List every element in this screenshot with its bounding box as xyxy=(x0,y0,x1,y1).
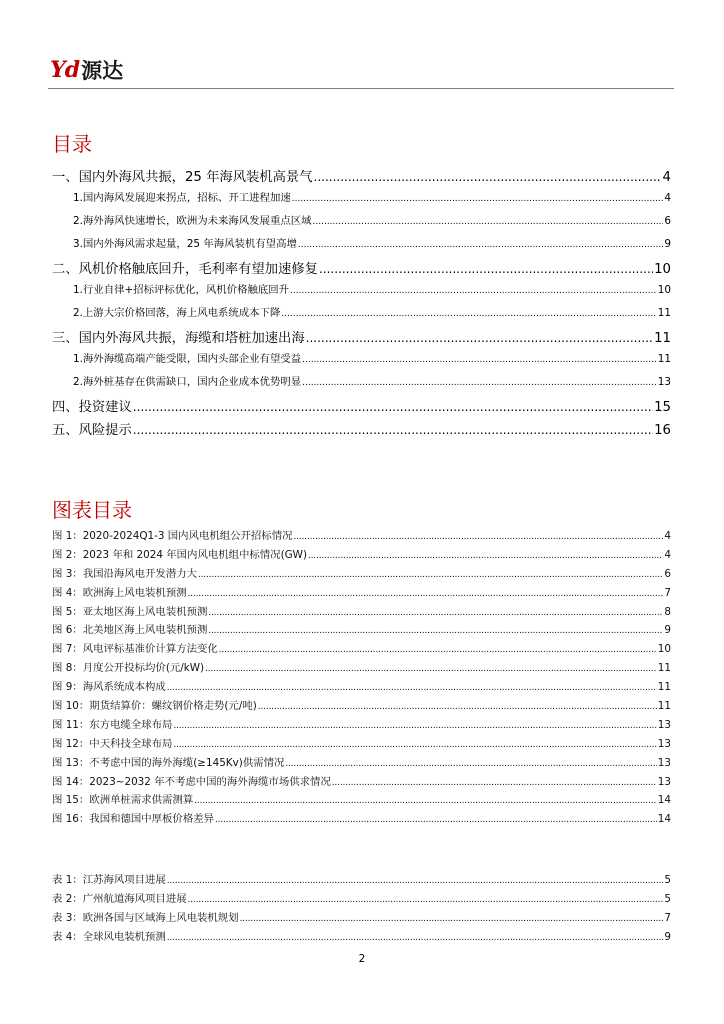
figure-entry-page: 10 xyxy=(657,643,671,656)
table-entry-label: 表 2：广州航道海风项目进展 xyxy=(52,892,187,905)
toc-entry[interactable] xyxy=(52,166,671,189)
figure-entry[interactable] xyxy=(52,584,671,603)
toc-entry[interactable] xyxy=(52,235,671,258)
figure-entry-page: 14 xyxy=(657,813,671,826)
figure-entry-page: 13 xyxy=(657,718,671,731)
toc-entry-label: 2.海外桩基存在供需缺口，国内企业成本优势明显 xyxy=(73,376,302,388)
toc-entry-label: 3.国内外海风需求起量，25 年海风装机有望高增 xyxy=(73,238,297,250)
dot-leader xyxy=(133,400,653,414)
figure-entry[interactable] xyxy=(52,621,671,640)
toc-entry-label: 二、风机价格触底回升，毛利率有望加速修复 xyxy=(52,262,318,277)
table-entry[interactable] xyxy=(52,928,671,947)
figure-entry-label: 图 3：我国沿海风电开发潜力大 xyxy=(52,567,197,580)
logo-mark: Yd xyxy=(50,57,80,83)
toc-entry-page: 11 xyxy=(657,307,671,319)
dot-leader xyxy=(298,240,664,250)
table-entry[interactable] xyxy=(52,890,671,909)
page-number: 2 xyxy=(358,953,366,965)
table-entry-label: 表 4：全球风电装机预测 xyxy=(52,930,166,943)
figures-title: 图表目录 xyxy=(52,498,132,522)
header-divider xyxy=(48,88,674,89)
figure-entry-page: 13 xyxy=(657,737,671,750)
toc-entry-label: 1.海外海缆高端产能受限，国内头部企业有望受益 xyxy=(73,353,302,365)
figure-entry-page: 14 xyxy=(657,794,671,807)
dot-leader xyxy=(173,740,656,750)
dot-leader xyxy=(167,876,664,886)
figure-entry[interactable] xyxy=(52,603,671,622)
brand-header xyxy=(50,55,123,85)
figure-entry[interactable] xyxy=(52,773,671,792)
table-entry-page: 9 xyxy=(664,930,671,943)
dot-leader xyxy=(332,778,657,788)
table-entry-label: 表 1：江苏海风项目进展 xyxy=(52,874,166,886)
table-list xyxy=(52,871,671,947)
toc-entry-label: 2.上游大宗价格回落，海上风电系统成本下降 xyxy=(73,307,281,319)
table-entry-page: 5 xyxy=(664,892,671,905)
dot-leader xyxy=(198,570,663,580)
dot-leader xyxy=(306,331,653,345)
toc-entry-label: 2.海外海风快速增长，欧洲为未来海风发展重点区域 xyxy=(73,215,312,227)
toc-entry[interactable] xyxy=(52,396,671,419)
figure-entry-page: 8 xyxy=(664,605,671,618)
toc-entry-page: 9 xyxy=(664,238,671,250)
dot-leader xyxy=(258,702,657,712)
toc-entry-page: 13 xyxy=(657,376,671,388)
figure-entry-page: 13 xyxy=(657,756,671,769)
figure-entry[interactable] xyxy=(52,810,671,829)
dot-leader xyxy=(194,796,657,806)
table-entry[interactable] xyxy=(52,909,671,928)
figure-entry[interactable] xyxy=(52,678,671,697)
toc-entry[interactable] xyxy=(52,419,671,442)
toc-entry-page: 11 xyxy=(657,353,671,365)
toc-entry-page: 11 xyxy=(654,331,671,346)
dot-leader xyxy=(313,217,664,227)
toc-entry[interactable] xyxy=(52,350,671,373)
figure-entry-page: 7 xyxy=(664,586,671,599)
figure-entry-page: 11 xyxy=(657,681,671,694)
dot-leader xyxy=(215,815,657,825)
logo-text: 源达 xyxy=(81,59,124,83)
dot-leader xyxy=(290,286,657,296)
toc-entry-label: 1.行业自律+招标评标优化，风机价格触底回升 xyxy=(73,284,290,296)
dot-leader xyxy=(292,194,664,204)
dot-leader xyxy=(167,933,664,943)
figure-entry-label: 图 13：不考虑中国的海外海缆(≥145Kv)供需情况 xyxy=(52,756,285,769)
dot-leader xyxy=(240,914,664,924)
dot-leader xyxy=(285,759,656,769)
dot-leader xyxy=(302,378,657,388)
figure-entry-label: 图 2：2023 年和 2024 年国内风电机组中标情况(GW) xyxy=(52,548,308,561)
dot-leader xyxy=(208,608,663,618)
figure-entry-page: 4 xyxy=(664,548,671,561)
figure-entry-label: 图 5：亚太地区海上风电装机预测 xyxy=(52,605,208,618)
dot-leader xyxy=(205,664,657,674)
figure-entry[interactable] xyxy=(52,640,671,659)
dot-leader xyxy=(319,262,653,276)
toc-entry-label: 四、投资建议 xyxy=(52,400,132,415)
toc-entry-page: 16 xyxy=(654,423,671,438)
figure-entry-page: 11 xyxy=(657,662,671,675)
dot-leader xyxy=(188,895,664,905)
toc-entry-page: 4 xyxy=(664,192,671,204)
toc-entry-page: 10 xyxy=(654,262,671,277)
figure-entry[interactable] xyxy=(52,754,671,773)
dot-leader xyxy=(167,683,657,693)
toc-entry[interactable] xyxy=(52,212,671,235)
figure-entry[interactable] xyxy=(52,565,671,584)
toc-entry[interactable] xyxy=(52,304,671,327)
toc-title: 目录 xyxy=(52,132,92,156)
toc-entry-page: 4 xyxy=(662,170,671,185)
figure-entry-page: 9 xyxy=(664,624,671,637)
dot-leader xyxy=(133,423,653,437)
toc-entry-label: 五、风险提示 xyxy=(52,423,132,438)
figure-entry[interactable] xyxy=(52,735,671,754)
figure-list xyxy=(52,527,671,829)
table-entry-page: 5 xyxy=(664,874,671,886)
figure-entry[interactable] xyxy=(52,697,671,716)
dot-leader xyxy=(219,645,657,655)
toc-entry-label: 1.国内海风发展迎来拐点，招标、开工进程加速 xyxy=(73,192,291,204)
dot-leader xyxy=(314,170,662,184)
toc-entry-page: 10 xyxy=(657,284,671,296)
figure-entry-page: 13 xyxy=(657,775,671,788)
dot-leader xyxy=(308,551,663,561)
toc-entry[interactable] xyxy=(52,281,671,304)
figure-entry-label: 图 14：2023~2032 年不考虑中国的海外海缆市场供求情况 xyxy=(52,775,331,788)
figure-entry-page: 11 xyxy=(657,700,671,713)
dot-leader xyxy=(188,589,664,599)
table-entry[interactable] xyxy=(52,871,671,890)
figure-entry[interactable] xyxy=(52,716,671,735)
figure-entry[interactable] xyxy=(52,659,671,678)
dot-leader xyxy=(302,355,657,365)
toc-entry[interactable] xyxy=(52,258,671,281)
toc-entry[interactable] xyxy=(52,189,671,212)
figure-entry-label: 图 9：海风系统成本构成 xyxy=(52,681,166,694)
figure-entry-label: 图 1：2020-2024Q1-3 国内风电机组公开招标情况 xyxy=(52,530,293,542)
figure-entry[interactable] xyxy=(52,527,671,546)
table-entry-page: 7 xyxy=(664,911,671,924)
figure-entry-label: 图 10：期货结算价：螺纹钢价格走势(元/吨) xyxy=(52,700,257,713)
dot-leader xyxy=(293,532,663,542)
figure-entry-label: 图 15：欧洲单桩需求供需测算 xyxy=(52,794,194,807)
dot-leader xyxy=(281,309,656,319)
figure-entry-label: 图 7：风电评标基准价计算方法变化 xyxy=(52,643,218,656)
dot-leader xyxy=(208,626,663,636)
toc-entry[interactable] xyxy=(52,327,671,350)
dot-leader xyxy=(173,721,656,731)
toc-entry-page: 6 xyxy=(664,215,671,227)
figure-entry-page: 4 xyxy=(664,530,671,542)
toc-entry-label: 一、国内外海风共振，25 年海风装机高景气 xyxy=(52,170,313,185)
figure-entry-label: 图 16：我国和德国中厚板价格差异 xyxy=(52,813,214,826)
toc-entry-label: 三、国内外海风共振，海缆和塔桩加速出海 xyxy=(52,331,305,346)
figure-entry[interactable] xyxy=(52,546,671,565)
figure-entry-label: 图 11：东方电缆全球布局 xyxy=(52,718,173,731)
table-entry-label: 表 3：欧洲各国与区域海上风电装机规划 xyxy=(52,911,239,924)
figure-entry-label: 图 6：北美地区海上风电装机预测 xyxy=(52,624,208,637)
figure-entry-label: 图 8：月度公开投标均价(元/kW) xyxy=(52,662,205,675)
figure-entry[interactable] xyxy=(52,791,671,810)
figure-entry-page: 6 xyxy=(664,567,671,580)
toc-list xyxy=(52,166,671,442)
figure-entry-label: 图 12：中天科技全球布局 xyxy=(52,737,173,750)
toc-entry[interactable] xyxy=(52,373,671,396)
figure-entry-label: 图 4：欧洲海上风电装机预测 xyxy=(52,586,187,599)
toc-entry-page: 15 xyxy=(654,400,671,415)
